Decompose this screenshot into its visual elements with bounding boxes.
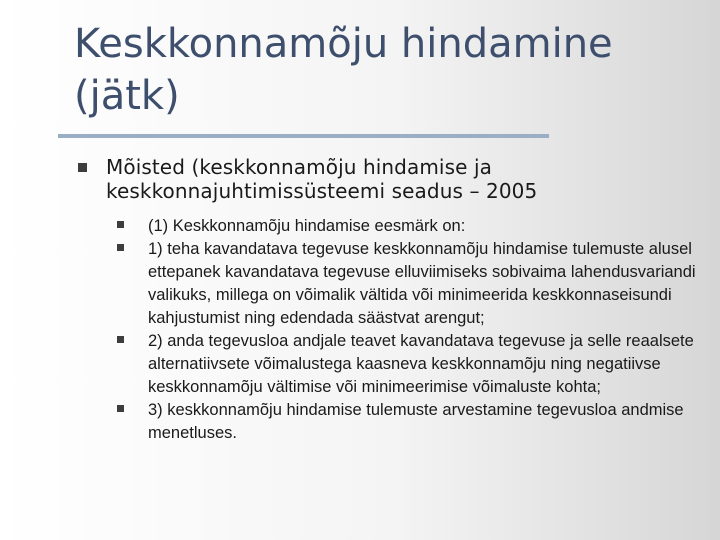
list-item	[117, 399, 707, 445]
sub-bullet-text: 1) teha kavandatava tegevuse keskkonnamõju hindamise tulemuste alusel ettepanek kavandatava tegevuse elluviimiseks sobivaima lahendusvariandi valikuks, millega on võimalik vältida või minimeerida keskkonnaseisundi kahjustumist ning edendada säästvat arengut;	[148, 240, 696, 327]
sub-bullet-text: 3) keskkonnamõju hindamise tulemuste arvestamine tegevusloa andmise menetluses.	[148, 401, 684, 442]
square-bullet-icon	[78, 163, 87, 172]
square-bullet-icon	[117, 244, 124, 251]
list-item	[117, 238, 707, 330]
title-underline	[58, 134, 549, 138]
bullet-list	[78, 155, 698, 445]
list-item	[117, 215, 707, 238]
sub-bullet-list	[117, 215, 707, 445]
sub-bullet-text: (1) Keskkonnamõju hindamise eesmärk on:	[148, 217, 466, 235]
sub-bullet-text: 2) anda tegevusloa andjale teavet kavandatava tegevuse ja selle reaalsete alternatiivsete võimalustega kaasneva keskkonnamõju ning negatiivse keskkonnamõju vältimise või minimeerimise võimaluste kohta;	[148, 332, 694, 396]
bullet-text: Mõisted (keskkonnamõju hindamise ja keskkonnajuhtimissüsteemi seadus – 2005	[106, 155, 538, 203]
list-item	[117, 330, 707, 399]
square-bullet-icon	[117, 336, 124, 343]
square-bullet-icon	[117, 405, 124, 412]
slide-title: Keskkonnamõju hindamine (jätk)	[74, 21, 613, 119]
list-item	[78, 155, 698, 445]
square-bullet-icon	[117, 221, 124, 228]
